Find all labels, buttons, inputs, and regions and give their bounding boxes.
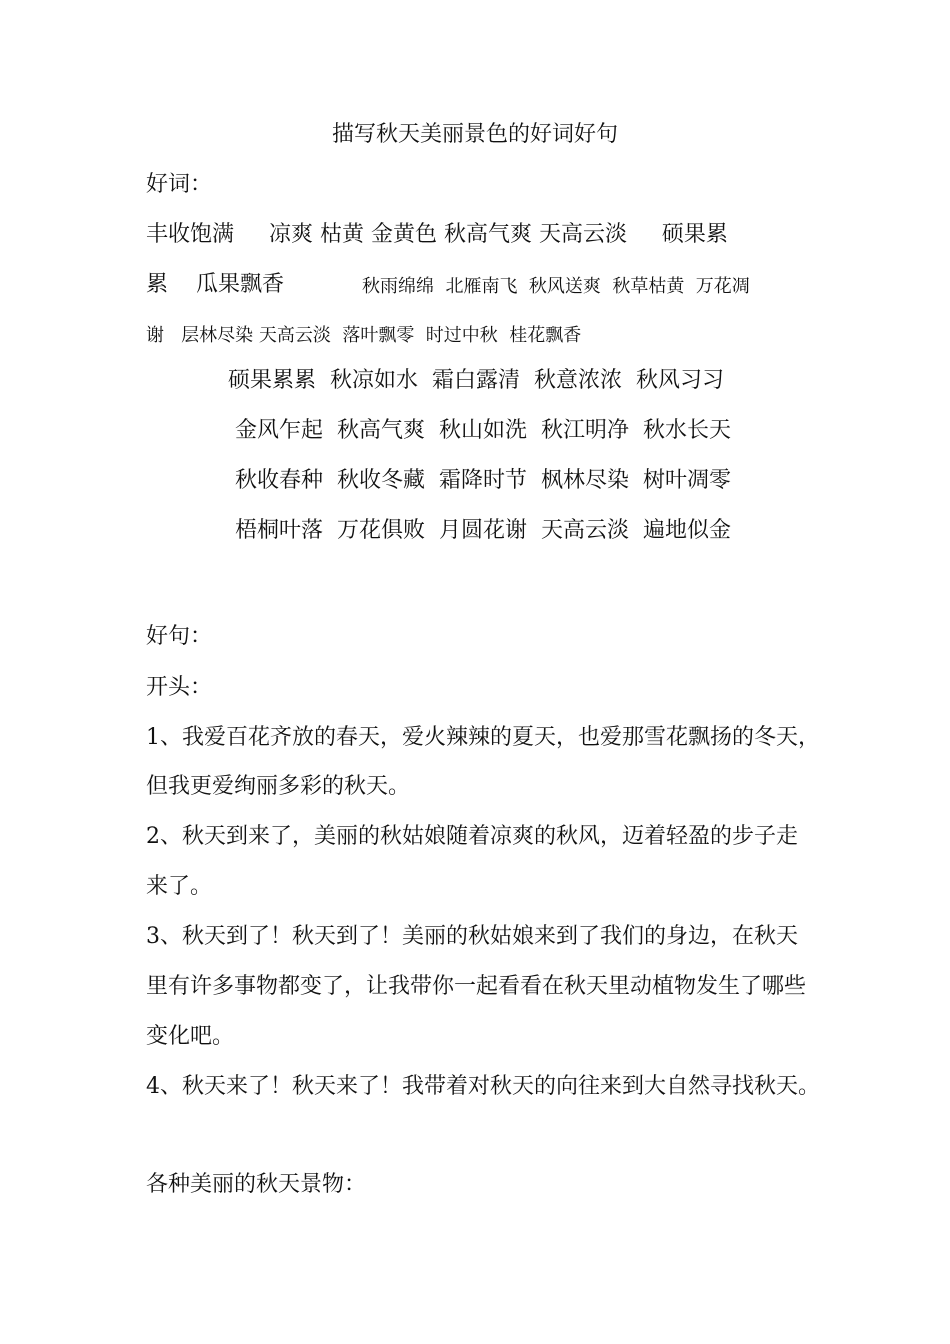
words-centered-row-1: 硕果累累 秋凉如水 霜白露清 秋意浓浓 秋风习习: [228, 368, 724, 393]
sentence-line-5: 3、秋天到了！秋天到了！美丽的秋姑娘来到了我们的身边，在秋天: [146, 924, 798, 949]
sentence-line-2: 但我更爱绚丽多彩的秋天。: [146, 774, 411, 799]
words-row-1: 丰收饱满 凉爽 枯黄 金黄色 秋高气爽 天高云淡 硕果累: [146, 222, 728, 247]
words-row-3: 谢 层林尽染 天高云淡 落叶飘零 时过中秋 桂花飘香: [146, 325, 582, 346]
words-centered-row-4: 梧桐叶落 万花俱败 月圆花谢 天高云淡 遍地似金: [235, 518, 731, 543]
scenery-label: 各种美丽的秋天景物：: [146, 1172, 367, 1197]
words-row-2b: 秋雨绵绵 北雁南飞 秋风送爽 秋草枯黄 万花凋: [362, 276, 750, 297]
words-centered-row-3: 秋收春种 秋收冬藏 霜降时节 枫林尽染 树叶凋零: [235, 468, 731, 493]
words-row-2a: 累 瓜果飘香: [146, 272, 284, 297]
sentence-line-3: 2、秋天到来了，美丽的秋姑娘随着凉爽的秋风，迈着轻盈的步子走: [146, 824, 798, 849]
document-title: 描写秋天美丽景色的好词好句: [331, 122, 618, 147]
sentence-line-4: 来了。: [146, 874, 213, 899]
sentence-line-8: 4、秋天来了！秋天来了！我带着对秋天的向往来到大自然寻找秋天。: [146, 1074, 820, 1099]
sentence-line-6: 里有许多事物都变了，让我带你一起看看在秋天里动植物发生了哪些: [146, 974, 807, 999]
good-sentences-label: 好句：: [146, 624, 213, 649]
sentence-line-1: 1、我爱百花齐放的春天，爱火辣辣的夏天，也爱那雪花飘扬的冬天，: [146, 725, 820, 750]
words-centered-row-2: 金风乍起 秋高气爽 秋山如洗 秋江明净 秋水长天: [235, 418, 731, 443]
good-words-label: 好词：: [146, 172, 213, 197]
sentence-line-7: 变化吧。: [146, 1024, 235, 1049]
opening-label: 开头：: [146, 675, 213, 700]
